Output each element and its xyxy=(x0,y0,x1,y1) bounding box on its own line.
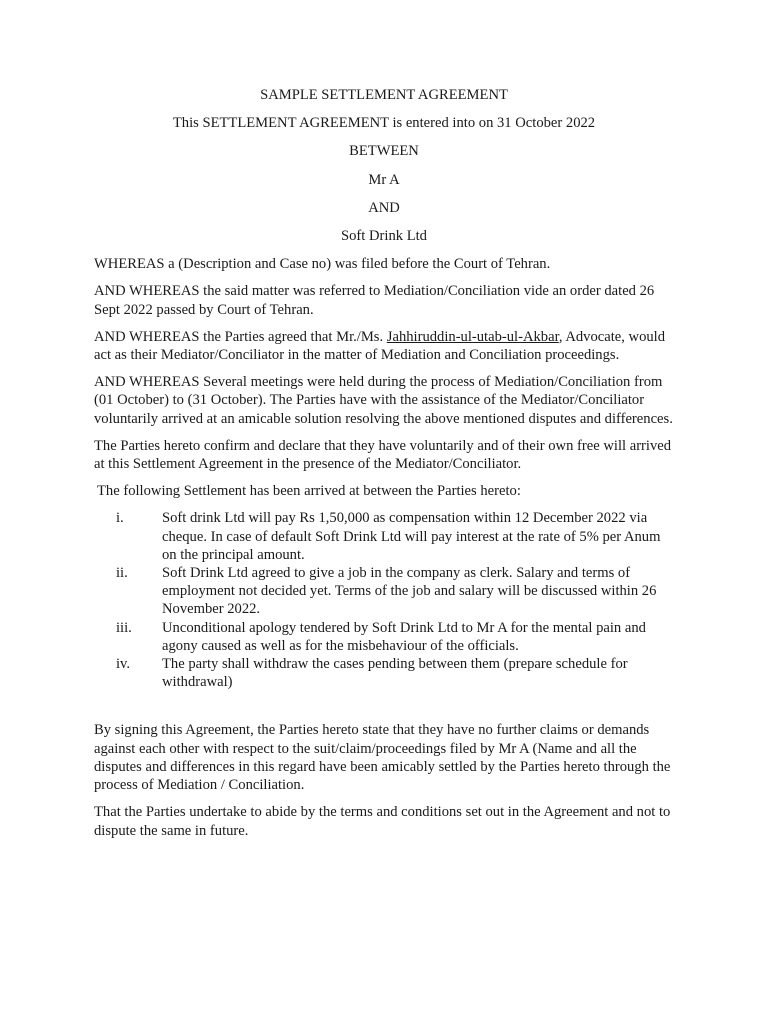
document-body xyxy=(94,86,674,849)
parties-confirmation: The Parties hereto confirm and declare that they have voluntarily and of their own free will arrived at this Settlement Agreement in the presence of the Mediator/Conciliator. xyxy=(94,437,672,473)
spacer xyxy=(94,691,674,721)
and-label: AND xyxy=(368,199,400,216)
agreement-date-line: This SETTLEMENT AGREEMENT is entered into on 31 October 2022 xyxy=(172,115,596,132)
settlement-term xyxy=(94,509,674,564)
mediator-name: Jahhiruddin-ul-utab-ul-Akbar xyxy=(386,328,559,345)
whereas-meetings-held: AND WHEREAS Several meetings were held during the process of Mediation/Conciliation from (01 October) to (31 October). The Parties have with the assistance of the Mediator/Conciliator voluntarily arrived at an amicable solution resolving the above mentioned disputes and differences. xyxy=(94,374,673,427)
settlement-terms-list xyxy=(94,509,674,691)
whereas-referred-mediation: AND WHEREAS the said matter was referred to Mediation/Conciliation vide an order dated 26 Sept 2022 passed by Court of Tehran. xyxy=(94,283,655,318)
party-b-name: Soft Drink Ltd xyxy=(341,228,427,245)
undertaking-statement: That the Parties undertake to abide by the terms and conditions set out in the Agreement and not to dispute the same in future. xyxy=(94,804,671,839)
whereas-mediator-appointed xyxy=(94,328,674,364)
between-label: BETWEEN xyxy=(349,143,419,160)
settlement-intro: The following Settlement has been arrived at between the Parties hereto: xyxy=(97,483,521,500)
whereas-case-filed: WHEREAS a (Description and Case no) was filed before the Court of Tehran. xyxy=(94,256,551,273)
party-a-name: Mr A xyxy=(368,171,400,188)
term-text: Soft drink Ltd will pay Rs 1,50,000 as compensation within 12 December 2022 via cheque. In case of default Soft Drink Ltd will pay interest at the rate of 5% per Anum on the principal amount. xyxy=(162,510,661,563)
term-text: Unconditional apology tendered by Soft Drink Ltd to Mr A for the mental pain and agony caused as well as for the misbehaviour of the officials. xyxy=(162,619,646,654)
settlement-term xyxy=(94,655,674,691)
term-number: iv. xyxy=(116,656,131,673)
signing-statement: By signing this Agreement, the Parties hereto state that they have no further claims or demands against each other with respect to the suit/claim/proceedings filed by Mr A (Name and all the disputes and differences in this regard have been amicably settled by the Parties hereto through the process of Mediation / Conciliation. xyxy=(94,722,671,794)
term-text: The party shall withdraw the cases pending between them (prepare schedule for withdrawal) xyxy=(162,656,628,691)
whereas-mediator-text-start: AND WHEREAS the Parties agreed that Mr./Ms. xyxy=(94,328,387,345)
document-title: SAMPLE SETTLEMENT AGREEMENT xyxy=(260,87,508,103)
term-number: iii. xyxy=(116,619,132,636)
term-number: i. xyxy=(116,510,124,527)
term-number: ii. xyxy=(116,565,128,582)
term-text: Soft Drink Ltd agreed to give a job in the company as clerk. Salary and terms of employment not decided yet. Terms of the job and salary will be discussed within 26 November 2022. xyxy=(162,565,657,618)
settlement-term xyxy=(94,619,674,655)
settlement-term xyxy=(94,564,674,619)
whereas-mediator-text-end: , Advocate, would act as their Mediator/Conciliator in the matter of Mediation and Conciliation proceedings. xyxy=(94,328,666,364)
